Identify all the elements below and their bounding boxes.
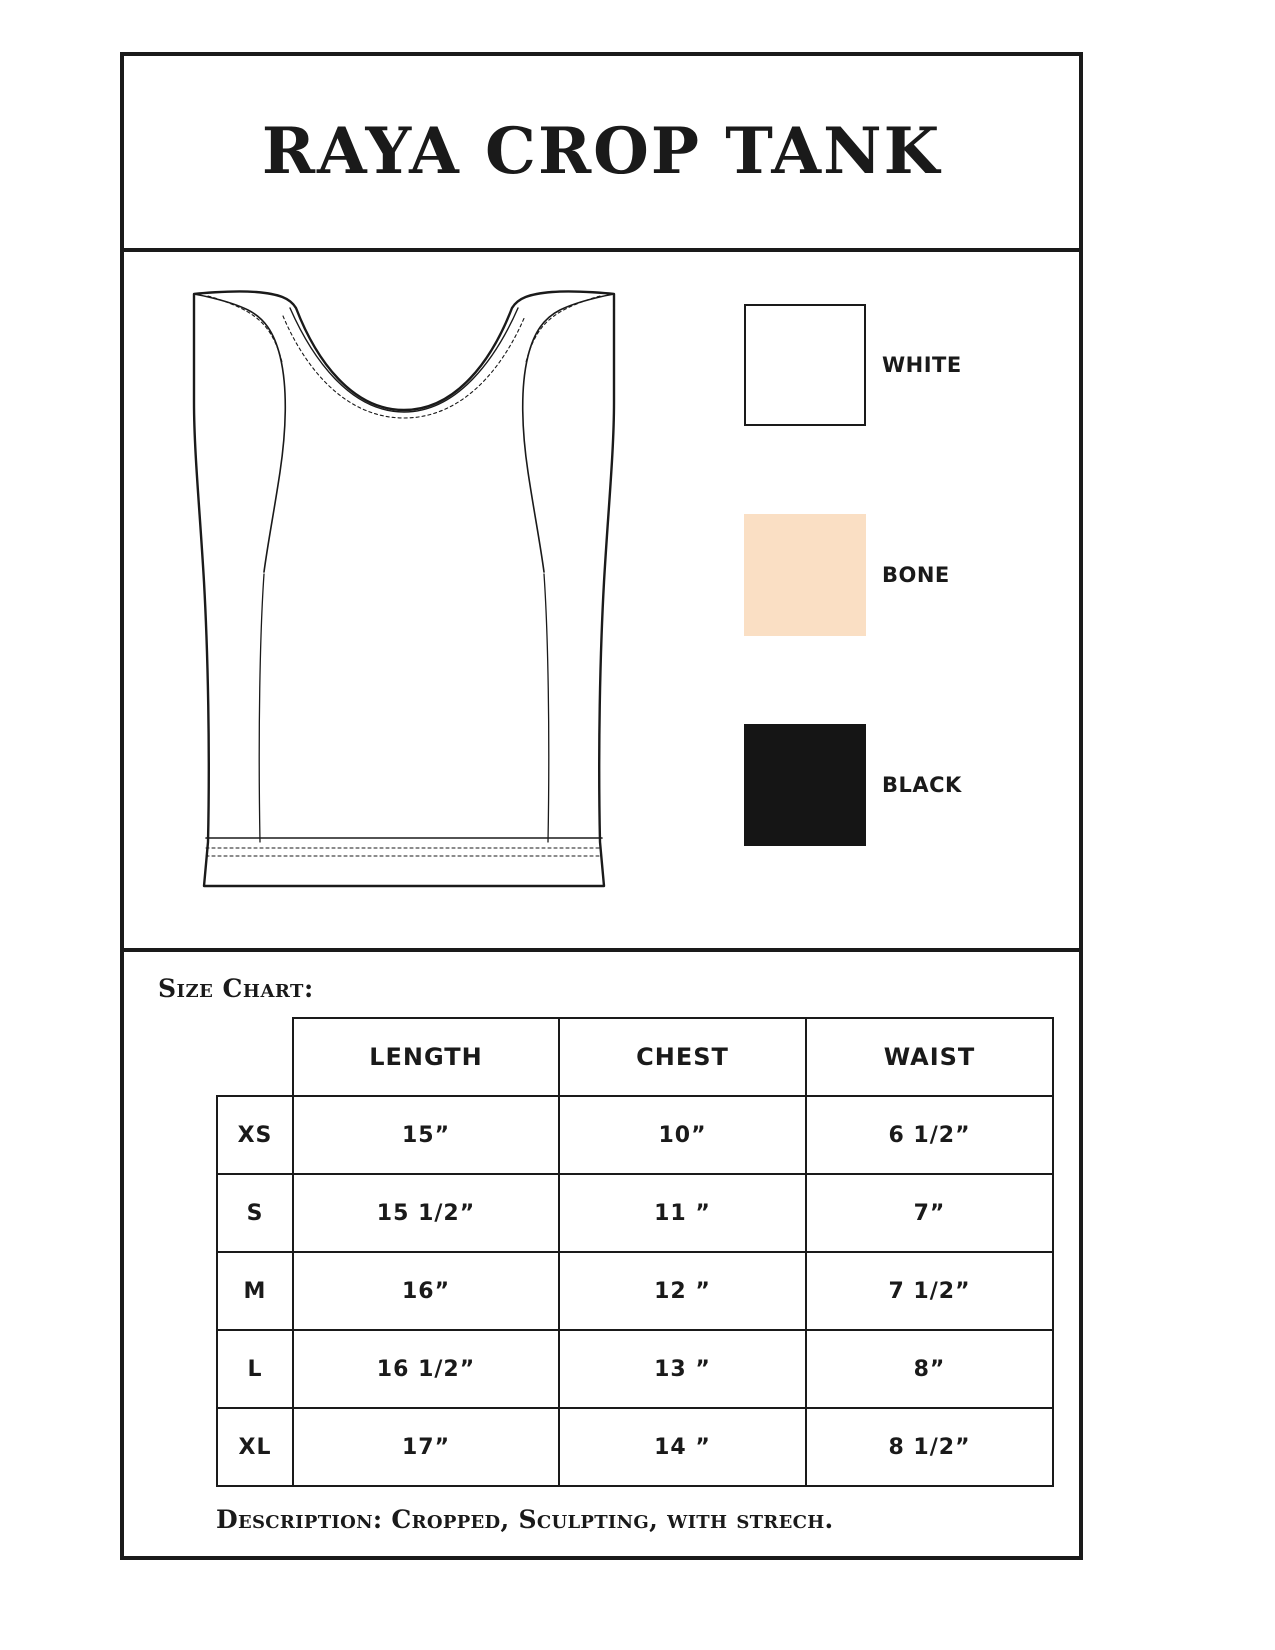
cell-xl-waist: 8 1/2” <box>806 1408 1053 1486</box>
swatch-row-black <box>744 680 1074 890</box>
cell-xs-waist: 6 1/2” <box>806 1096 1053 1174</box>
page-title: RAYA CROP TANK <box>261 114 942 189</box>
row-size-xl: XL <box>217 1408 293 1486</box>
column-header-waist: WAIST <box>806 1018 1053 1096</box>
size-chart-heading: Size Chart: <box>158 974 314 1003</box>
table-row <box>217 1408 1053 1486</box>
crop-tank-illustration <box>184 282 624 902</box>
colorway-swatches <box>744 260 1074 890</box>
row-size-l: L <box>217 1330 293 1408</box>
cell-xs-chest: 10” <box>559 1096 806 1174</box>
illustration-band <box>124 252 1079 952</box>
title-band <box>124 56 1079 252</box>
row-size-xs: XS <box>217 1096 293 1174</box>
row-size-m: M <box>217 1252 293 1330</box>
swatch-bone <box>744 514 866 636</box>
cell-s-chest: 11 ” <box>559 1174 806 1252</box>
cell-xs-length: 15” <box>293 1096 559 1174</box>
table-header-row <box>217 1018 1053 1096</box>
column-header-chest: CHEST <box>559 1018 806 1096</box>
cell-l-waist: 8” <box>806 1330 1053 1408</box>
product-description: Description: Cropped, Sculpting, with strech. <box>216 1505 834 1534</box>
table-corner-cell <box>217 1018 293 1096</box>
table-row <box>217 1252 1053 1330</box>
swatch-row-bone <box>744 470 1074 680</box>
table-row <box>217 1330 1053 1408</box>
swatch-white <box>744 304 866 426</box>
cell-l-length: 16 1/2” <box>293 1330 559 1408</box>
cell-m-length: 16” <box>293 1252 559 1330</box>
swatch-label-black: BLACK <box>882 773 962 797</box>
cell-xl-length: 17” <box>293 1408 559 1486</box>
spec-sheet-page <box>120 52 1083 1560</box>
swatch-label-white: WHITE <box>882 353 962 377</box>
cell-l-chest: 13 ” <box>559 1330 806 1408</box>
swatch-row-white <box>744 260 1074 470</box>
cell-m-chest: 12 ” <box>559 1252 806 1330</box>
column-header-length: LENGTH <box>293 1018 559 1096</box>
cell-xl-chest: 14 ” <box>559 1408 806 1486</box>
row-size-s: S <box>217 1174 293 1252</box>
cell-s-length: 15 1/2” <box>293 1174 559 1252</box>
swatch-black <box>744 724 866 846</box>
cell-m-waist: 7 1/2” <box>806 1252 1053 1330</box>
table-row <box>217 1174 1053 1252</box>
swatch-label-bone: BONE <box>882 563 950 587</box>
size-chart-band <box>124 952 1079 1556</box>
cell-s-waist: 7” <box>806 1174 1053 1252</box>
size-chart-table <box>216 1017 1054 1487</box>
table-row <box>217 1096 1053 1174</box>
